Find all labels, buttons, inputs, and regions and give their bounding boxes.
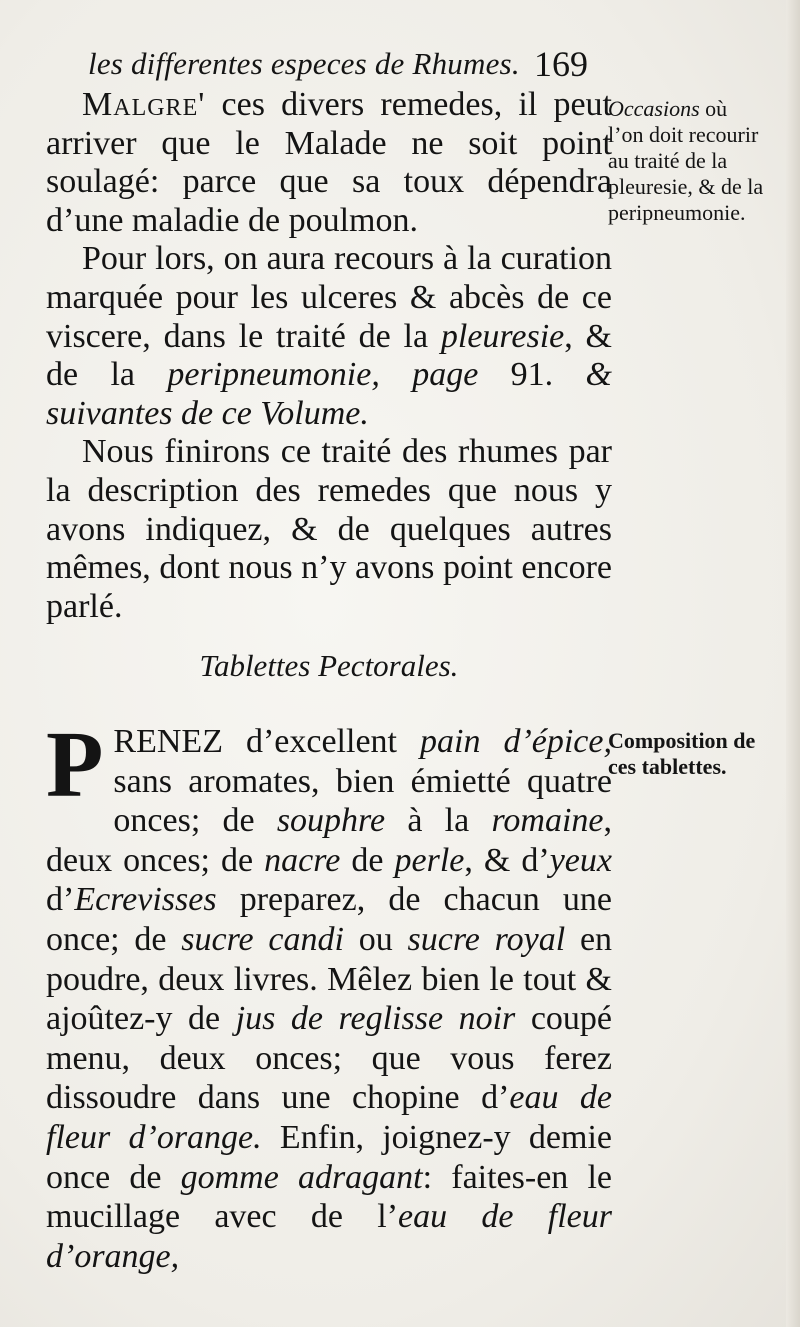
recipe-i2: souphre	[276, 802, 386, 840]
paragraph-3: Nous finirons ce traité des rhumes par la description des remedes que nous y avons indiquez, & de quelques autres mêmes, dont nous n’y avons point encore parlé.	[46, 433, 612, 625]
recipe-t7: d’	[46, 881, 75, 919]
page-fold-shadow	[786, 0, 800, 1327]
recipe-t8: preparez, de chacun une once; de	[46, 881, 612, 958]
recipe-i12: gomme adragant	[180, 1158, 423, 1196]
margin-note-composition: Composition de ces tablettes.	[608, 728, 756, 779]
recipe-t3: à la	[385, 802, 492, 840]
paragraph-1-lead: Malgre'	[82, 86, 206, 123]
recipe-t9: ou	[343, 920, 408, 958]
recipe-i5: perle	[394, 841, 465, 879]
recipe-t12: Enfin, joignez-y demie once de	[46, 1118, 612, 1196]
recipe-t2: sans aromates, bien émietté quatre onces; de	[113, 762, 612, 840]
paragraph-2-text-b: , & de la	[46, 317, 612, 394]
recipe-i6: yeux	[549, 841, 612, 879]
recipe-i8: sucre candi	[181, 920, 344, 958]
recipe-t1: RENEZ d’excellent	[113, 723, 420, 760]
recipe-i9: sucre royal	[407, 920, 566, 958]
recipe-t10: en poudre, deux livres. Mêlez bien le tout & ajoûtez-y de	[46, 920, 613, 1038]
recipe-i11: eau de fleur d’orange.	[46, 1079, 612, 1156]
recipe-t5: de	[340, 841, 395, 879]
running-header	[88, 44, 588, 84]
recipe-paragraph	[46, 713, 613, 1276]
paragraph-2-italic-pleuresie: pleuresie	[440, 317, 565, 355]
paragraph-1-text: ces divers remedes, il peut arriver que le Malade ne soit point soulagé: parce que sa toux dépendra d’une maladie de poulmon.	[46, 86, 612, 239]
margin-note-occasions	[608, 96, 768, 226]
main-text	[46, 86, 612, 626]
paragraph-1	[46, 86, 612, 240]
paragraph-2-text-a: Pour lors, on aura recours à la curation marquée pour les ulceres & abcès de ce viscere, dans le traité de la	[46, 240, 612, 355]
recipe-t6: , & d’	[464, 841, 550, 879]
recipe-i10: jus de reglisse noir	[235, 1000, 516, 1038]
recipe-t13: : faites-en le mucillage avec de l’	[46, 1158, 612, 1236]
page-number: 169	[534, 44, 588, 84]
margin-note-1-rest: où l’on doit recourir au traité de la pleuresie, & de la peripneumonie.	[608, 96, 764, 225]
recipe-i7: Ecrevisses	[74, 881, 217, 919]
paragraph-2	[46, 240, 612, 433]
section-title: Tablettes Pectorales.	[199, 648, 459, 683]
drop-cap: P	[46, 713, 104, 817]
recipe-t11: coupé menu, deux onces; que vous ferez dissoudre dans une chopine d’	[46, 1000, 612, 1117]
recipe-i4: nacre	[264, 841, 341, 879]
recipe-i13: eau de fleur d’orange,	[46, 1198, 612, 1275]
paragraph-2-italic-volume: & suivantes de ce Volume.	[46, 356, 612, 432]
margin-note-1-first: Occasions	[608, 96, 700, 121]
paragraph-2-text-c: 91.	[478, 356, 586, 394]
recipe-text	[46, 713, 613, 1276]
recipe-i1: pain d’épice,	[420, 723, 612, 760]
running-title: les differentes especes de Rhumes.	[88, 46, 520, 81]
recipe-t4: , deux onces; de	[46, 802, 612, 879]
recipe-i3: romaine	[491, 802, 604, 840]
paragraph-2-italic-peripneumonie: peripneumonie, page	[167, 356, 479, 394]
